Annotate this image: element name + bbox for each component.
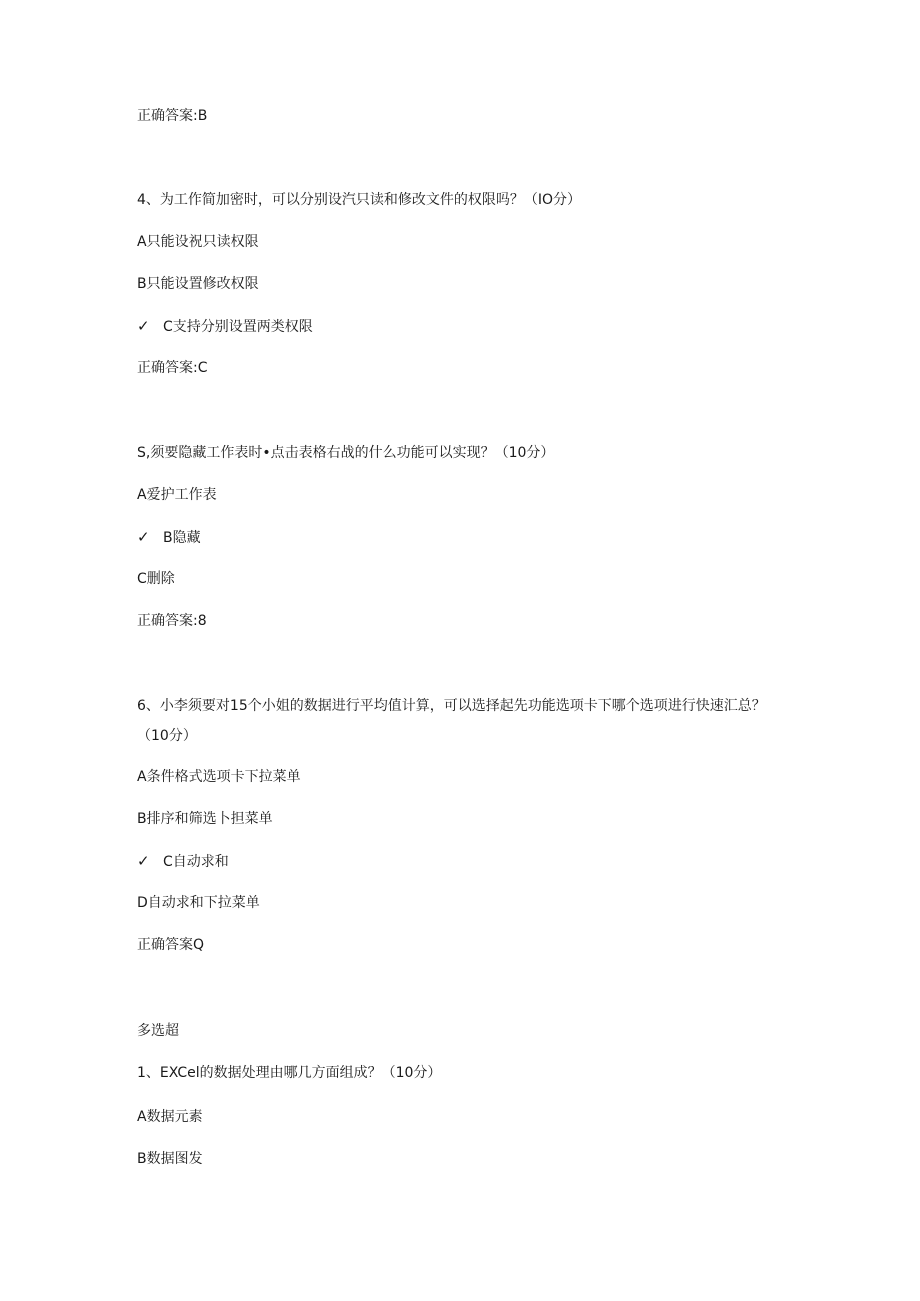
question-4-correct-answer: 正确答案:C	[137, 360, 208, 376]
question-6-option-a: A条件格式选项卡下拉菜单	[137, 769, 301, 785]
section-heading-multiple-choice: 多选超	[137, 1023, 179, 1039]
question-5-option-a: A爱护工作表	[137, 487, 217, 503]
question-6: 6、小李须要对15个小姐的数据进行平均值计算，可以选择起先功能选项卡下哪个选项进行快速汇总？（10分）	[137, 698, 766, 744]
question-5-correct-answer: 正确答案:8	[137, 613, 207, 629]
question-4-option-c-label: C支持分别设置两类权限	[163, 319, 313, 335]
question-6-correct-answer: 正确答案Q	[137, 937, 205, 953]
question-4-option-a: A只能设祝只读权限	[137, 234, 259, 250]
multi-question-1-option-b: B数据图发	[137, 1151, 203, 1167]
question-4-option-c	[137, 316, 313, 337]
question-5-option-b	[137, 527, 201, 548]
question-5-option-b-label: B隐藏	[163, 530, 201, 546]
question-6-option-c	[137, 851, 229, 872]
multi-question-1: 1、EXCel的数据处理由哪几方面组成？（10分）	[137, 1065, 442, 1081]
question-5: S,须要隐藏工作表时•点击表格右战的什么功能可以实现？（10分）	[137, 445, 555, 461]
question-6-option-d: D自动求和下拉菜单	[137, 895, 260, 911]
checkmark-icon: ✓	[137, 852, 150, 870]
multi-question-1-option-a: A数据元素	[137, 1109, 203, 1125]
question-5-option-c: C删除	[137, 571, 175, 587]
question-6-option-b: B排序和筛选卜担菜单	[137, 811, 273, 827]
correct-answer-previous: 正确答案:B	[137, 108, 208, 124]
question-4: 4、为工作简加密时，可以分别设汽只读和修改文件的权限吗？（IO分）	[137, 192, 582, 208]
question-6-option-c-label: C自动求和	[163, 854, 229, 870]
checkmark-icon: ✓	[137, 528, 150, 546]
question-4-option-b: B只能设置修改权限	[137, 276, 259, 292]
checkmark-icon: ✓	[137, 317, 150, 335]
